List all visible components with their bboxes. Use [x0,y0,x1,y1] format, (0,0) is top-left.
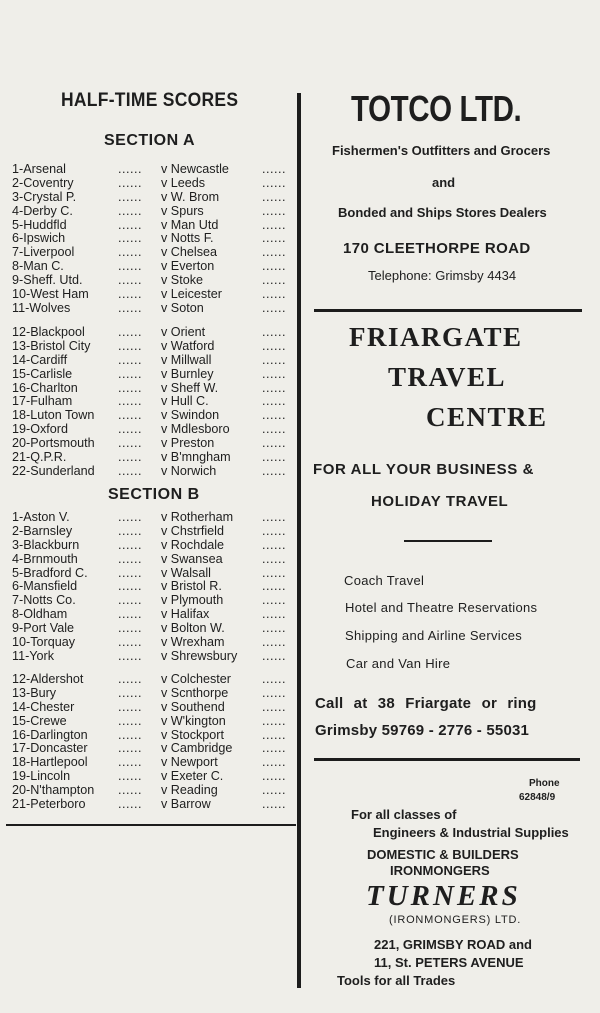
score-dot-leader: ...... [262,287,286,302]
turners-address-1: 221, GRIMSBY ROAD and [374,937,532,952]
score-dot-leader: ...... [262,523,286,538]
dot-leader: ...... [118,436,142,451]
home-team: 5-Huddfld [12,217,67,232]
home-team: 13-Bristol City [12,338,91,353]
score-dot-leader: ...... [262,551,286,566]
score-dot-leader: ...... [262,422,286,437]
score-dot-leader: ...... [262,463,286,478]
fixture-row [0,219,297,233]
away-team: v Newport [161,755,218,770]
fixture-row [0,798,297,812]
away-team: v Watford [161,338,215,353]
home-team: 7-Liverpool [12,245,75,260]
totco-line-3: Bonded and Ships Stores Dealers [338,205,547,220]
away-team: v Bristol R. [161,579,222,594]
score-dot-leader: ...... [262,565,286,580]
fixture-row [0,191,297,205]
home-team: 3-Blackburn [12,537,80,552]
home-team: 11-Wolves [12,300,71,315]
dot-leader: ...... [118,797,142,812]
away-team: v Walsall [161,565,211,580]
friargate-service-car: Car and Van Hire [346,656,451,671]
dot-leader: ...... [118,593,142,608]
home-team: 19-Oxford [12,422,68,437]
section-b-fixtures-group-1 [0,511,297,664]
dot-leader: ...... [118,783,142,798]
home-team: 1-Arsenal [12,162,66,176]
fixture-row [0,511,297,525]
home-team: 8-Oldham [12,607,68,622]
away-team: v Orient [161,325,206,339]
fixture-row [0,622,297,636]
fixture-row [0,539,297,553]
score-dot-leader: ...... [262,162,286,176]
fixture-row [0,382,297,396]
fixture-row [0,756,297,770]
dot-leader: ...... [118,672,142,686]
home-team: 16-Charlton [12,380,78,395]
dot-leader: ...... [118,325,142,339]
score-dot-leader: ...... [262,203,286,218]
friargate-tagline-2: HOLIDAY TRAVEL [371,493,509,510]
dot-leader: ...... [118,217,142,232]
dot-leader: ...... [118,607,142,622]
column-divider [297,93,301,988]
away-team: v Leeds [161,175,206,190]
home-team: 14-Cardiff [12,352,68,367]
away-team: v Bolton W. [161,621,225,636]
score-dot-leader: ...... [262,593,286,608]
away-team: v Burnley [161,366,214,381]
away-team: v B'mngham [161,450,231,465]
dot-leader: ...... [118,287,142,302]
totco-phone: Telephone: Grimsby 4434 [368,268,517,283]
dot-leader: ...... [118,366,142,381]
score-dot-leader: ...... [262,189,286,204]
dot-leader: ...... [118,565,142,580]
dot-leader: ...... [118,189,142,204]
score-dot-leader: ...... [262,352,286,367]
dot-leader: ...... [118,463,142,478]
fixture-row [0,302,297,316]
dot-leader: ...... [118,621,142,636]
turners-name: TURNERS [366,880,521,912]
away-team: v Stockport [161,727,224,742]
fixture-row [0,567,297,581]
fixture-row [0,232,297,246]
score-dot-leader: ...... [262,338,286,353]
dot-leader: ...... [118,699,142,714]
totco-address: 170 CLEETHORPE ROAD [343,240,531,257]
fixture-row [0,608,297,622]
fixture-row [0,687,297,701]
fixture-row [0,770,297,784]
dot-leader: ...... [118,408,142,423]
dot-leader: ...... [118,510,142,524]
score-dot-leader: ...... [262,713,286,728]
home-team: 1-Aston V. [12,510,70,524]
fixture-row [0,650,297,664]
away-team: v Millwall [161,352,212,367]
home-team: 4-Derby C. [12,203,73,218]
friargate-name-line-1: FRIARGATE [349,322,523,352]
friargate-call-line-1: Call at 38 Friargate or ring [315,695,537,712]
home-team: 2-Barnsley [12,523,73,538]
home-team: 11-York [12,648,55,663]
friargate-call-line-2: Grimsby 59769 - 2776 - 55031 [315,722,530,739]
away-team: v Man Utd [161,217,219,232]
away-team: v Soton [161,300,204,315]
rule-left-bottom [6,824,296,826]
score-dot-leader: ...... [262,741,286,756]
home-team: 6-Mansfield [12,579,78,594]
fixture-row [0,246,297,260]
away-team: v Sheff W. [161,380,219,395]
friargate-service-hotel: Hotel and Theatre Reservations [345,600,538,615]
fixture-row [0,423,297,437]
friargate-tagline-1: FOR ALL YOUR BUSINESS & [313,461,535,478]
turners-tools: Tools for all Trades [337,973,456,988]
dot-leader: ...... [118,162,142,176]
score-dot-leader: ...... [262,537,286,552]
dot-leader: ...... [118,579,142,594]
dot-leader: ...... [118,755,142,770]
score-dot-leader: ...... [262,245,286,260]
score-dot-leader: ...... [262,727,286,742]
away-team: v Notts F. [161,231,214,246]
home-team: 20-Portsmouth [12,436,95,451]
totco-name: TOTCO LTD. [351,88,522,129]
turners-phone-number: 62848/9 [519,792,556,803]
away-team: v Mdlesboro [161,422,230,437]
home-team: 9-Port Vale [12,621,75,636]
away-team: v Chstrfield [161,523,224,538]
score-dot-leader: ...... [262,783,286,798]
away-team: v Southend [161,699,225,714]
score-dot-leader: ...... [262,259,286,274]
fixture-row [0,368,297,382]
score-dot-leader: ...... [262,408,286,423]
home-team: 9-Sheff. Utd. [12,273,83,288]
rule-friargate-bottom [314,758,580,761]
dot-leader: ...... [118,231,142,246]
score-dot-leader: ...... [262,436,286,451]
home-team: 2-Coventry [12,175,74,190]
fixture-row [0,451,297,465]
home-team: 4-Brnmouth [12,551,78,566]
score-dot-leader: ...... [262,635,286,650]
score-dot-leader: ...... [262,394,286,409]
dot-leader: ...... [118,352,142,367]
section-a-heading: SECTION A [104,132,196,149]
fixture-row [0,395,297,409]
home-team: 8-Man C. [12,259,64,274]
totco-line-2: and [432,175,456,190]
home-team: 22-Sunderland [12,463,95,478]
fixture-row [0,673,297,687]
score-dot-leader: ...... [262,217,286,232]
fixture-row [0,260,297,274]
away-team: v Everton [161,259,215,274]
away-team: v Plymouth [161,593,224,608]
fixture-row [0,594,297,608]
dot-leader: ...... [118,273,142,288]
home-team: 7-Notts Co. [12,593,76,608]
away-team: v Swansea [161,551,223,566]
home-team: 13-Bury [12,685,57,700]
home-team: 12-Blackpool [12,325,85,339]
dot-leader: ...... [118,259,142,274]
away-team: v Rochdale [161,537,225,552]
turners-line-4: IRONMONGERS [390,863,490,878]
dot-leader: ...... [118,245,142,260]
away-team: v Reading [161,783,218,798]
section-b-heading: SECTION B [108,486,200,503]
away-team: v Exeter C. [161,769,224,784]
score-dot-leader: ...... [262,699,286,714]
home-team: 3-Crystal P. [12,189,77,204]
turners-address-2: 11, St. PETERS AVENUE [374,955,524,970]
fixture-row [0,553,297,567]
friargate-name-line-3: CENTRE [426,402,548,432]
score-dot-leader: ...... [262,672,286,686]
home-team: 10-West Ham [12,287,89,302]
away-team: v Scnthorpe [161,685,229,700]
score-dot-leader: ...... [262,231,286,246]
dot-leader: ...... [118,394,142,409]
home-team: 20-N'thampton [12,783,95,798]
home-team: 21-Peterboro [12,797,86,812]
away-team: v Swindon [161,408,220,423]
dot-leader: ...... [118,380,142,395]
away-team: v Halifax [161,607,210,622]
turners-subtitle: (IRONMONGERS) LTD. [389,914,522,926]
away-team: v Stoke [161,273,203,288]
home-team: 19-Lincoln [12,769,71,784]
score-dot-leader: ...... [262,380,286,395]
home-team: 17-Fulham [12,394,73,409]
home-team: 12-Aldershot [12,672,84,686]
friargate-service-shipping: Shipping and Airline Services [345,628,523,643]
fixture-row [0,326,297,340]
score-dot-leader: ...... [262,175,286,190]
score-dot-leader: ...... [262,273,286,288]
away-team: v Rotherham [161,510,234,524]
dot-leader: ...... [118,648,142,663]
rule-tagline-short [404,540,492,542]
section-a-fixtures-group-1 [0,163,297,316]
totco-line-1: Fishermen's Outfitters and Grocers [332,143,551,158]
turners-line-2: Engineers & Industrial Supplies [373,825,569,840]
score-dot-leader: ...... [262,755,286,770]
dot-leader: ...... [118,727,142,742]
dot-leader: ...... [118,769,142,784]
section-a-fixtures-group-2 [0,326,297,479]
rule-totco-bottom [314,309,582,312]
dot-leader: ...... [118,551,142,566]
score-dot-leader: ...... [262,769,286,784]
away-team: v Barrow [161,797,211,812]
dot-leader: ...... [118,450,142,465]
home-team: 18-Luton Town [12,408,95,423]
dot-leader: ...... [118,338,142,353]
away-team: v W. Brom [161,189,220,204]
dot-leader: ...... [118,537,142,552]
fixture-row [0,177,297,191]
turners-line-3: DOMESTIC & BUILDERS [367,847,519,862]
score-dot-leader: ...... [262,510,286,524]
away-team: v Cambridge [161,741,233,756]
away-team: v Shrewsbury [161,648,238,663]
score-dot-leader: ...... [262,797,286,812]
fixture-row [0,636,297,650]
score-dot-leader: ...... [262,621,286,636]
fixture-row [0,742,297,756]
score-dot-leader: ...... [262,450,286,465]
home-team: 21-Q.P.R. [12,450,67,465]
home-team: 10-Torquay [12,635,76,650]
score-dot-leader: ...... [262,685,286,700]
fixture-row [0,340,297,354]
away-team: v Newcastle [161,162,229,176]
fixture-row [0,525,297,539]
home-team: 17-Doncaster [12,741,88,756]
score-dot-leader: ...... [262,579,286,594]
dot-leader: ...... [118,741,142,756]
home-team: 14-Chester [12,699,75,714]
fixture-row [0,288,297,302]
away-team: v Norwich [161,463,217,478]
home-team: 6-Ipswich [12,231,66,246]
away-team: v Wrexham [161,635,225,650]
score-dot-leader: ...... [262,607,286,622]
turners-line-1: For all classes of [351,807,457,822]
dot-leader: ...... [118,685,142,700]
away-team: v Hull C. [161,394,209,409]
friargate-name-line-2: TRAVEL [388,362,507,392]
away-team: v Leicester [161,287,222,302]
fixture-row [0,409,297,423]
score-dot-leader: ...... [262,300,286,315]
half-time-scores-title: HALF-TIME SCORES [61,90,239,111]
home-team: 5-Bradford C. [12,565,88,580]
fixture-row [0,580,297,594]
section-b-fixtures-group-2 [0,673,297,812]
dot-leader: ...... [118,300,142,315]
away-team: v W'kington [161,713,226,728]
fixture-row [0,715,297,729]
friargate-service-coach: Coach Travel [344,573,425,588]
away-team: v Chelsea [161,245,218,260]
fixture-row [0,701,297,715]
fixture-row [0,465,297,479]
away-team: v Spurs [161,203,204,218]
fixture-row [0,437,297,451]
fixture-row [0,354,297,368]
dot-leader: ...... [118,175,142,190]
turners-phone-label: Phone [529,778,560,789]
away-team: v Preston [161,436,215,451]
home-team: 16-Darlington [12,727,88,742]
dot-leader: ...... [118,203,142,218]
fixture-row [0,274,297,288]
fixture-row [0,784,297,798]
score-dot-leader: ...... [262,325,286,339]
fixture-row [0,163,297,177]
dot-leader: ...... [118,713,142,728]
fixture-row [0,205,297,219]
dot-leader: ...... [118,523,142,538]
dot-leader: ...... [118,422,142,437]
score-dot-leader: ...... [262,648,286,663]
score-dot-leader: ...... [262,366,286,381]
home-team: 15-Carlisle [12,366,73,381]
home-team: 15-Crewe [12,713,67,728]
dot-leader: ...... [118,635,142,650]
away-team: v Colchester [161,672,231,686]
home-team: 18-Hartlepool [12,755,88,770]
fixture-row [0,729,297,743]
